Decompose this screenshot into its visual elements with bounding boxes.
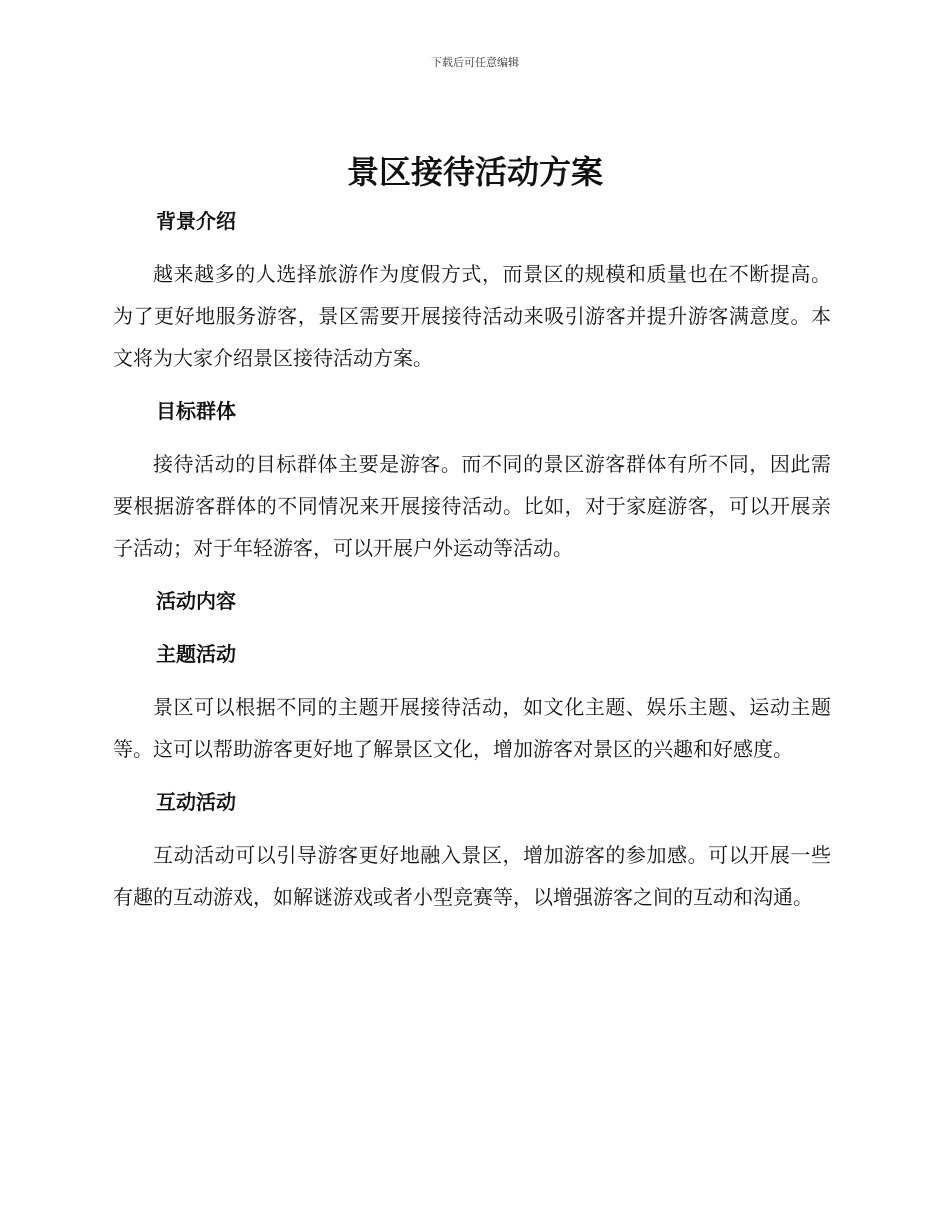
section-heading-activity-content: 活动内容	[156, 589, 236, 613]
page-header-note: 下载后可任意编辑	[431, 56, 519, 69]
section-heading-theme-activity: 主题活动	[156, 642, 236, 666]
section-heading-background: 背景介绍	[156, 209, 236, 233]
section-paragraph-target-group: 接待活动的目标群体主要是游客。而不同的景区游客群体有所不同，因此需要根据游客群体的不同情况来开展接待活动。比如，对于家庭游客，可以开展亲子活动；对于年轻游客，可以开展户外运动等活动。	[113, 452, 831, 560]
section-heading-target-group: 目标群体	[156, 399, 236, 423]
section-paragraph-interactive-activity: 互动活动可以引导游客更好地融入景区，增加游客的参加感。可以开展一些有趣的互动游戏，如解谜游戏或者小型竞赛等，以增强游客之间的互动和沟通。	[113, 843, 831, 909]
section-paragraph-theme-activity: 景区可以根据不同的主题开展接待活动，如文化主题、娱乐主题、运动主题等。这可以帮助游客更好地了解景区文化，增加游客对景区的兴趣和好感度。	[113, 695, 831, 761]
section-heading-interactive-activity: 互动活动	[156, 790, 236, 814]
document-body	[113, 203, 831, 932]
section-paragraph-background: 越来越多的人选择旅游作为度假方式，而景区的规模和质量也在不断提高。为了更好地服务游客，景区需要开展接待活动来吸引游客并提升游客满意度。本文将为大家介绍景区接待活动方案。	[113, 262, 831, 370]
document-title: 景区接待活动方案	[346, 153, 603, 191]
